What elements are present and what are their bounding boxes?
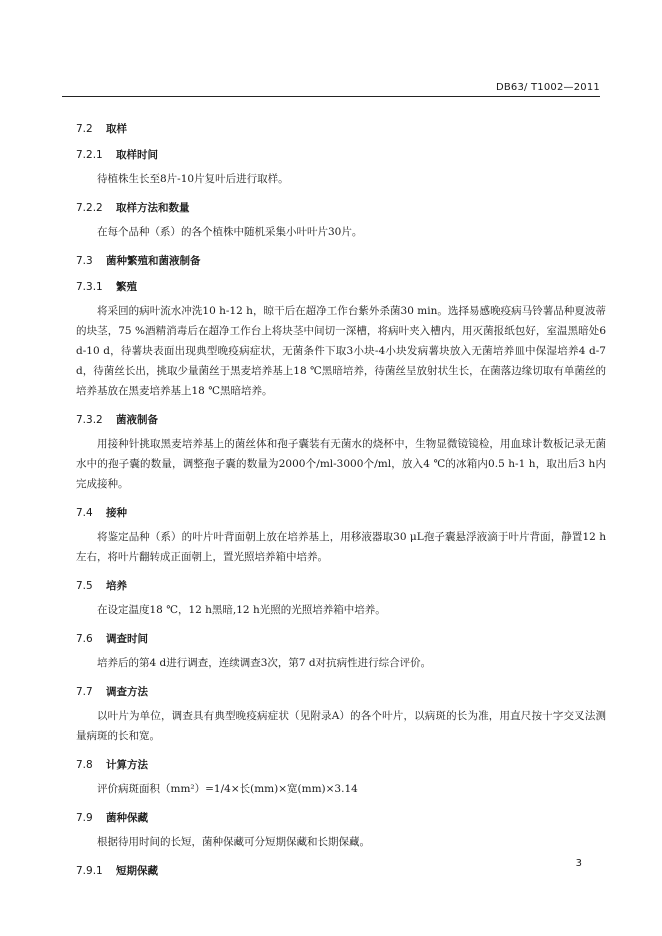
section-title: 取样方法和数量	[116, 202, 190, 214]
document-body	[76, 110, 606, 885]
section-number: 7.4	[76, 507, 93, 519]
section-paragraph: 用接种针挑取黑麦培养基上的菌丝体和孢子囊装有无菌水的烧杯中，生物显微镜镜检，用血球计数板记录无菌水中的孢子囊的数量，调整孢子囊的数量为2000个/ml-3000个/ml，放入4 ℃的冰箱内0.5 h-1 h，取出后3 h内完成接种。	[76, 438, 606, 490]
section-title: 菌种繁殖和菌液制备	[106, 255, 201, 267]
section-number: 7.5	[76, 580, 93, 592]
section-paragraph: 以叶片为单位，调查具有典型晚疫病症状（见附录A）的各个叶片，以病斑的长为准，用直尺按十字交叉法测量病斑的长和宽。	[76, 710, 606, 742]
section-paragraph: 将鉴定品种（系）的叶片叶背面朝上放在培养基上，用移液器取30 μL孢子囊悬浮液滴于叶片背面，静置12 h左右，将叶片翻转成正面朝上，置光照培养箱中培养。	[76, 531, 606, 563]
section-number: 7.2.2	[76, 202, 103, 214]
section-number: 7.6	[76, 633, 93, 645]
section-heading	[76, 579, 606, 593]
section-heading	[76, 122, 606, 136]
section-heading	[76, 413, 606, 427]
section-number: 7.3.2	[76, 414, 103, 426]
section-paragraph: 根据待用时间的长短，菌种保藏可分短期保藏和长期保藏。	[97, 836, 370, 848]
section-title: 菌液制备	[116, 414, 158, 426]
section-title: 取样	[106, 123, 127, 135]
section-paragraph: 在设定温度18 ℃，12 h黑暗,12 h光照的光照培养箱中培养。	[97, 604, 386, 616]
section-title: 培养	[106, 580, 127, 592]
section-number: 7.3	[76, 255, 93, 267]
section-heading	[76, 506, 606, 520]
header-rule	[62, 96, 600, 97]
section-title: 计算方法	[106, 759, 148, 771]
section-title: 菌种保藏	[106, 812, 148, 824]
section-title: 繁殖	[116, 281, 137, 293]
section-heading	[76, 685, 606, 699]
document-code: DB63/ T1002—2011	[495, 82, 600, 93]
section-heading	[76, 201, 606, 215]
section-heading	[76, 148, 606, 162]
section-paragraph: 在每个品种（系）的各个植株中随机采集小叶叶片30片。	[97, 226, 363, 238]
section-heading	[76, 758, 606, 772]
section-number: 7.7	[76, 686, 93, 698]
section-heading	[76, 632, 606, 646]
section-heading	[76, 811, 606, 825]
section-title: 调查时间	[106, 633, 148, 645]
page-number: 3	[575, 858, 582, 869]
section-title: 取样时间	[116, 149, 158, 161]
section-heading	[76, 864, 606, 878]
section-number: 7.3.1	[76, 281, 103, 293]
section-number: 7.2	[76, 123, 93, 135]
section-title: 调查方法	[106, 686, 148, 698]
section-number: 7.8	[76, 759, 93, 771]
section-heading	[76, 254, 606, 268]
section-paragraph: 培养后的第4 d进行调查，连续调查3次，第7 d对抗病性进行综合评价。	[97, 657, 432, 669]
section-number: 7.9.1	[76, 865, 103, 877]
section-paragraph: 待植株生长至8片-10片复叶后进行取样。	[97, 173, 289, 185]
section-heading	[76, 280, 606, 294]
section-number: 7.9	[76, 812, 93, 824]
section-title: 接种	[106, 507, 127, 519]
section-title: 短期保藏	[116, 865, 158, 877]
section-paragraph: 评价病斑面积（mm²）=1/4×长(mm)×宽(mm)×3.14	[97, 783, 358, 795]
section-paragraph: 将采回的病叶流水冲洗10 h-12 h，晾干后在超净工作台紫外杀菌30 min。选择易感晚疫病马铃薯品种夏波蒂的块茎，75 %酒精消毒后在超净工作台上将块茎中间切一深槽，将病叶夹入槽内，用灭菌报纸包好，室温黑暗处6 d-10 d，待薯块表面出现典型晚疫病症状，无菌条件下取3小块-4小块发病薯块放入无菌培养皿中保湿培养4 d-7 d，待菌丝长出，挑取少量菌丝于黑麦培养基上18 ℃黑暗培养，待菌丝呈放射状生长，在菌落边缘切取有单菌丝的培养基放在黑麦培养基上18 ℃黑暗培养。	[76, 305, 606, 397]
section-number: 7.2.1	[76, 149, 103, 161]
